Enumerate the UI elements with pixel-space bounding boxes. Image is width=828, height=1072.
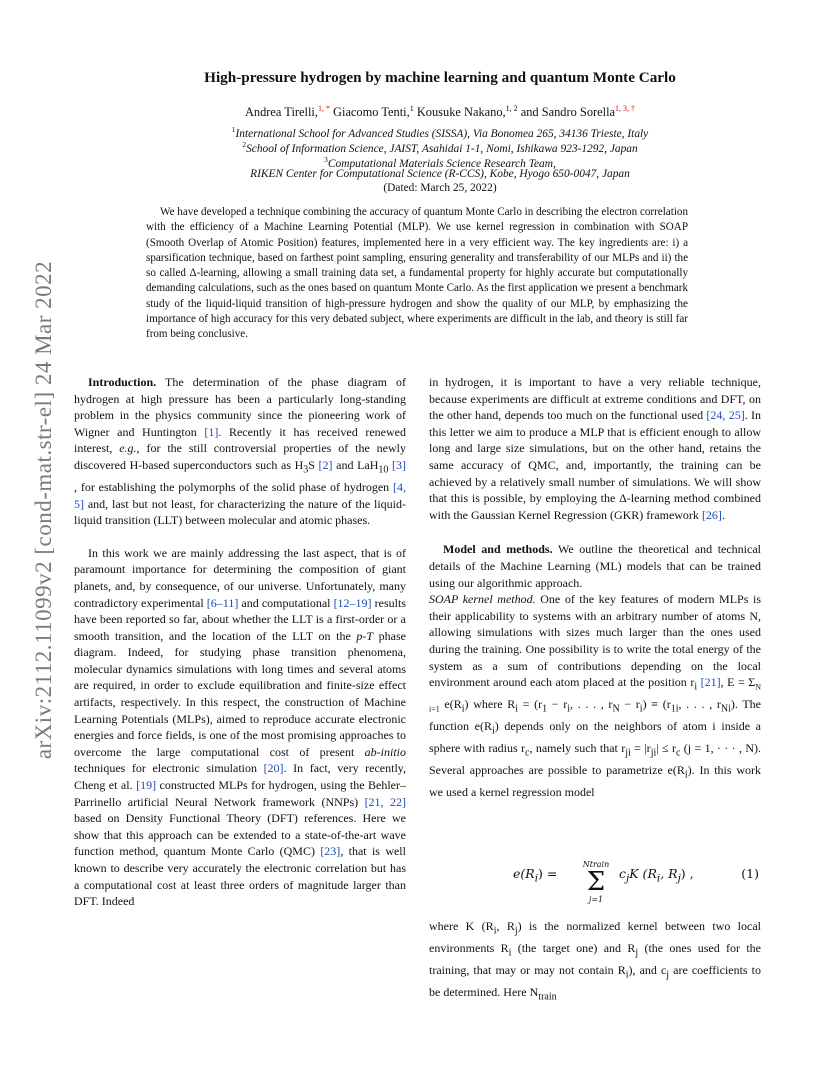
text-run: based on Density Functional Theory (DFT) references. Here we show that this approach can be extended to a state-of-the-art wave function method, quantum Monte Carlo (QMC) bbox=[74, 811, 406, 859]
text-run: techniques for electronic simulation bbox=[74, 761, 264, 776]
subscript: N bbox=[612, 703, 620, 715]
intro-paragraph bbox=[74, 374, 406, 529]
text-run: ) where R bbox=[464, 697, 516, 712]
subscript: i bbox=[656, 872, 661, 885]
text-run: ) = bbox=[538, 866, 558, 881]
work-paragraph bbox=[74, 545, 406, 910]
subscript: j bbox=[635, 947, 639, 959]
text-run: , that is well known to describe very accurately the electronic correlation but has a computational cost at least three orders of magnitude larger than DFT. Indeed bbox=[74, 844, 406, 909]
text-run: , namely such that r bbox=[529, 741, 626, 756]
soap-heading: SOAP kernel method. bbox=[429, 592, 536, 607]
paper-title: High-pressure hydrogen by machine learning and quantum Monte Carlo bbox=[204, 69, 676, 86]
equation-lhs bbox=[513, 866, 557, 885]
subscript: i bbox=[491, 725, 495, 737]
subscript: i bbox=[639, 703, 643, 715]
citation-link[interactable]: [26] bbox=[701, 507, 722, 522]
citation-link[interactable]: [21, 22] bbox=[364, 794, 406, 809]
author-1-affil[interactable]: 1, * bbox=[317, 104, 330, 113]
hydrogen-paragraph bbox=[429, 374, 761, 523]
text-run: ) depends only on the neighbors of atom i inside a sphere with radius r bbox=[429, 719, 761, 756]
subscript: 1 bbox=[542, 703, 548, 715]
text-run: p-T bbox=[356, 628, 374, 643]
text-run: in hydrogen, it is important to have a very reliable technique, because experiments are difficult at extreme conditions and DFT, on the other hand, depends too much on the functional used bbox=[429, 375, 761, 423]
text-run: ), and c bbox=[628, 962, 667, 977]
text-run: ). In this work we used a kernel regression model bbox=[429, 763, 761, 800]
arxiv-identifier-stamp bbox=[32, 250, 56, 770]
text-run: One of the key features of modern MLPs is their applicability to systems with an arbitrary number of atoms N, allowing simulations with sizes much larger than the ones used during the training. One possibility is to write the total energy of the system as a sum of contributions depending on the local environment around each atom placed at the position r bbox=[429, 592, 761, 690]
affiliation-3-cont bbox=[100, 167, 780, 182]
text-run: c bbox=[619, 866, 627, 881]
sum-upper-limit: Ntrain bbox=[582, 860, 610, 869]
text-run: In this work we are mainly addressing the last aspect, that is of paramount importance for determining the composition of giant planets, and, by consequence, of our universe. Unfortunately, many contradictory experimental bbox=[74, 545, 406, 610]
model-methods-paragraph bbox=[429, 541, 761, 591]
subscript: i bbox=[493, 925, 497, 937]
text-run: , . . . , r bbox=[678, 697, 721, 712]
text-run: = (r bbox=[518, 697, 543, 712]
subscript: i bbox=[515, 703, 518, 715]
author-3-affil: 1, 2 bbox=[505, 104, 518, 113]
text-run: ) is the normalized kernel between two local environments R bbox=[429, 919, 761, 955]
text-run: . bbox=[721, 507, 725, 522]
text-run: ) , bbox=[680, 866, 694, 881]
subscript: i bbox=[508, 947, 512, 959]
text-run: − r bbox=[619, 697, 640, 712]
text-run: . In this letter we aim to produce a MLP that is efficient enough to allow long and large size simulations, but on the other hand, retains the same accuracy of QMC, and, importantly, the training can be achieved by a relatively small number of simulations. We will show that this is possible, by employing the Δ-learning method combined with the Gaussian Kernel Regression (GKR) framework bbox=[429, 408, 762, 522]
citation-link[interactable]: [19] bbox=[136, 778, 157, 793]
affiliation-1-sup: 1 bbox=[231, 125, 236, 134]
subscript: i bbox=[625, 969, 629, 981]
subscript: ji bbox=[625, 747, 631, 759]
citation-link[interactable]: [23] bbox=[320, 844, 341, 859]
affiliation-2-sup: 2 bbox=[242, 140, 247, 149]
subscript: i bbox=[684, 769, 688, 781]
equation-1 bbox=[429, 858, 761, 910]
citation-link[interactable]: [2] bbox=[318, 457, 333, 472]
affiliation-3-text: Computational Materials Science Research Team, bbox=[327, 157, 556, 170]
text-run: S bbox=[308, 457, 319, 472]
text-run: e(R bbox=[439, 697, 462, 712]
subscript: j bbox=[626, 872, 630, 885]
author-3: Kousuke Nakano, bbox=[416, 105, 506, 120]
affiliation-1-text: International School for Advanced Studies (SISSA), Via Bonomea 265, 34136 Trieste, Italy bbox=[235, 127, 649, 140]
text-run: where K (R bbox=[429, 919, 494, 933]
arxiv-stamp-text: arXiv:2112.11099v2 [cond-mat.str-el] 24 Mar 2022 bbox=[31, 260, 56, 760]
subscript: j bbox=[666, 969, 670, 981]
subscript: 1i bbox=[670, 703, 679, 715]
text-run: are coefficients to be determined. Here N bbox=[429, 962, 761, 999]
equation-number: (1) bbox=[741, 866, 759, 881]
author-2-affil: 1 bbox=[409, 104, 414, 113]
citation-link[interactable]: [20] bbox=[263, 761, 284, 776]
dated-line: (Dated: March 25, 2022) bbox=[383, 182, 497, 194]
subscript: i bbox=[461, 703, 465, 715]
left-column bbox=[74, 374, 406, 910]
subscript: 10 bbox=[378, 464, 389, 476]
citation-link[interactable]: [3] bbox=[392, 457, 407, 472]
abstract: We have developed a technique combining the accuracy of quantum Monte Carlo in describing the electron correlation with the efficiency of a Machine Learning Potential (MLP). We use kernel regression in combination with SOAP (Smooth Overlap of Atomic Position) features, implemented here in a very efficient way. The key ingredients are: i) a sparsification technique, based on farthest point sampling, ensuring generality and transferability of our MLPs and ii) the so called Δ-learning, allowing a small training data set, a fundamental property for highly accurate but computationally demanding calculations, such as the ones based on quantum Monte Carlo. As the first application we present a benchmark study of the liquid-liquid transition of high-pressure hydrogen and show the quality of our MLP, by emphasizing the importance of high accuracy for this very debated subject, where experiments are difficult in the lab, and theory is still far from being conclusive. bbox=[146, 206, 688, 341]
author-4-affil[interactable]: 1, 3, † bbox=[615, 104, 636, 113]
affiliation-2-text: School of Information Science, JAIST, Asahidai 1-1, Nomi, Ishikawa 923-1292, Japan bbox=[246, 142, 638, 155]
model-methods-heading: Model and methods. bbox=[443, 542, 553, 557]
intro-heading: Introduction. bbox=[88, 375, 157, 389]
text-run: The determination of the phase diagram of hydrogen at high pressure has been a particularly long-standing problem in the physics community since the pioneering work of Wigner and Huntington bbox=[74, 375, 406, 439]
subscript: c bbox=[675, 747, 681, 759]
text-run: phase diagram. Indeed, for studying phase transition phenomena, molecular dynamics simulations with long times and several atoms are required, in order to exclude equilibration and finite-size effect artifacts, respectively. In this respect, the construction of Machine Learning Potentials (MLPs), aimed to reproduce accurate electronic energies and force fields, is one of the most promising approaches to overcome the large computational cost of present bbox=[74, 628, 406, 759]
text-run: ) ≡ (r bbox=[642, 697, 671, 712]
affiliation-3-sup: 3 bbox=[324, 155, 328, 164]
text-run: , . . . , r bbox=[570, 697, 613, 712]
author-2: Giacomo Tenti, bbox=[333, 105, 410, 120]
text-run: constructed MLPs for hydrogen, using the Behler–Parrinello artificial Neural Network framework (NNPs) bbox=[74, 778, 407, 809]
text-run: K (R bbox=[629, 866, 657, 881]
subscript: 3 bbox=[303, 464, 309, 476]
subscript: c bbox=[525, 747, 530, 759]
text-run: and LaH bbox=[332, 457, 379, 472]
text-run: ab-initio bbox=[364, 744, 406, 759]
citation-link[interactable]: [1] bbox=[204, 424, 219, 439]
subscript: Ni bbox=[720, 703, 731, 715]
text-run: | ≤ r bbox=[656, 741, 676, 756]
text-run: e.g. bbox=[119, 441, 137, 456]
author-4: and Sandro Sorella bbox=[520, 105, 616, 120]
subscript: N i=1 bbox=[429, 682, 761, 714]
text-run: . Recently it has received renewed interest, bbox=[74, 424, 406, 456]
citation-link[interactable]: [21] bbox=[700, 675, 721, 690]
affiliation-3-cont-text: RIKEN Center for Computational Science (R-CCS), Kobe, Hyogo 650-0047, Japan bbox=[250, 168, 630, 180]
sigma-glyph: Σ bbox=[586, 867, 606, 897]
sum-lower-limit: j=1 bbox=[588, 895, 604, 904]
text-run: (the target one) and R bbox=[511, 940, 636, 955]
text-run: and, last but not least, for characterizing the nature of the liquid-liquid transition (LLT) between molecular and atomic phases. bbox=[74, 496, 406, 528]
kernel-paragraph bbox=[429, 918, 761, 1006]
author-1: Andrea Tirelli, bbox=[244, 105, 318, 120]
text-run: and computational bbox=[238, 595, 334, 610]
text-run: e(R bbox=[513, 866, 535, 881]
text-run: , for establishing the polymorphs of the solid phase of hydrogen bbox=[74, 479, 393, 494]
text-run: (the ones used for the training, that may or may not contain R bbox=[429, 940, 761, 977]
subscript: i bbox=[534, 872, 539, 885]
subscript: j bbox=[677, 872, 681, 885]
soap-paragraph bbox=[429, 591, 761, 800]
text-run: , E = Σ bbox=[720, 675, 756, 690]
citation-link[interactable]: [12–19] bbox=[333, 595, 372, 610]
text-run: − r bbox=[547, 697, 568, 712]
text-run: (j = 1, · · · , N). Several approaches are possible to parametrize e(R bbox=[429, 741, 762, 778]
text-run: . In fact, very recently, Cheng et al. bbox=[74, 761, 406, 793]
citation-link[interactable]: [4, 5] bbox=[74, 479, 406, 511]
text-run: , R bbox=[496, 919, 515, 933]
citation-link[interactable]: [24, 25] bbox=[706, 408, 745, 423]
right-column-bottom bbox=[429, 918, 761, 1006]
summation-symbol bbox=[579, 860, 613, 904]
text-run: , for the still controversial properties of the newly discovered H-based superconductors such as H bbox=[74, 441, 406, 472]
subscript: train bbox=[538, 991, 557, 1003]
subscript: i bbox=[694, 681, 698, 693]
citation-link[interactable]: [6–11] bbox=[206, 595, 239, 610]
text-run: We outline the theoretical and technical details of the Machine Learning (ML) models that can be trained using our algorithmic approach. bbox=[429, 542, 762, 590]
text-run: = |r bbox=[630, 741, 651, 756]
text-run: ). The function e(R bbox=[429, 697, 762, 734]
text-run: , R bbox=[660, 866, 678, 881]
subscript: j bbox=[514, 925, 518, 937]
text-run: results have been reported so far, about whether the LLT is a first-order or a smooth transition, and the location of the LLT on the bbox=[74, 595, 406, 643]
right-column-top bbox=[429, 374, 761, 801]
subscript: i bbox=[567, 703, 571, 715]
equation-rhs bbox=[619, 866, 694, 885]
subscript: ji bbox=[650, 747, 657, 759]
author-list bbox=[100, 104, 780, 120]
